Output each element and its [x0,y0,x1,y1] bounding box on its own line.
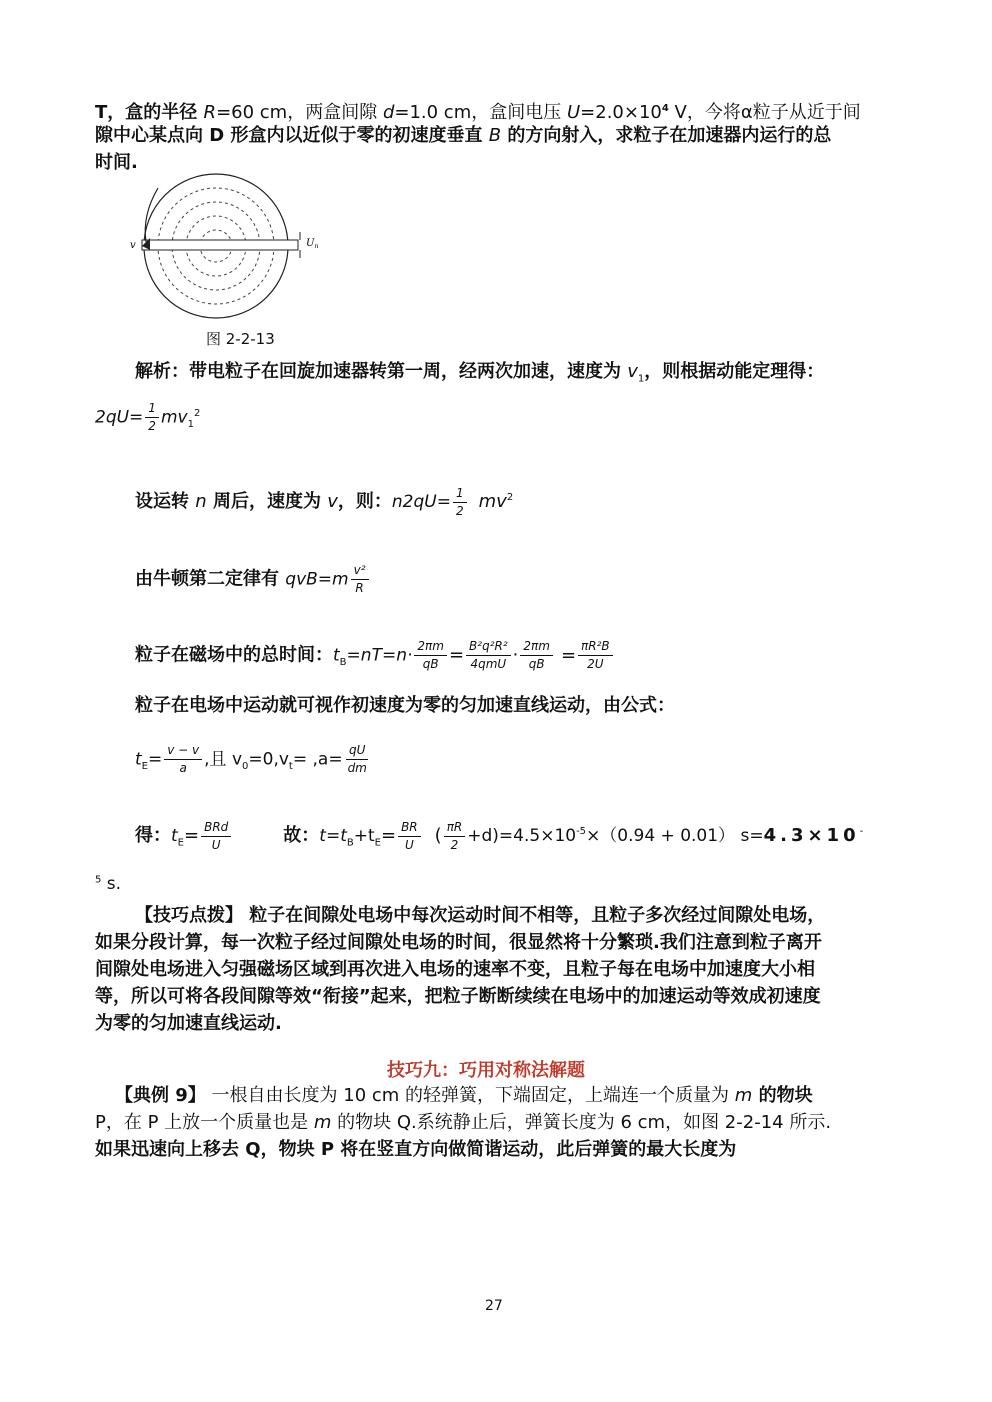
result-line: 得：$t_E=$ $\frac{\text{BRd}}{U}$ 故：$t=t_B+t_E=$ $\frac{BR}{U}$ ( $\frac{\pi R}{2}$ $+d)=4.5\times 10^{-5}\times(0.94 + 0.01)$ s=4.3×10- [135,819,864,852]
example-line-2: P，在 P 上放一个质量也是 m 的物块 Q.系统静止后，弹簧长度为 6 cm，如图 2-2-14 所示. [95,1112,832,1133]
problem-line-3: 时间. [95,152,138,173]
result-continuation: $^5$ s. [95,874,122,894]
tip-line-3: 间隙处电场进入匀强磁场区域到再次进入电场的速率不变，且粒子每在电场中加速度大小相 [95,959,815,980]
tip-line-2: 如果分段计算，每一次粒子经过间隙处电场的时间，很显然将十分繁琐.我们注意到粒子离开 [95,932,822,953]
page-number: 27 [485,1298,503,1314]
tip-line-5: 为零的匀加速直线运动. [95,1013,282,1034]
magnetic-time-line: 粒子在磁场中的总时间：$t_B=nT=n\cdot$ $\frac{2\pi m}{qB}$ = $\frac{\text{B²q²R²}}{\text{4qmU}}$ · $\frac{2\pi m}{qB}$ = $\frac{\text{πR²B}}{2U}$ [135,638,615,676]
example-line-1: 【典例 9】 一根自由长度为 10 cm 的轻弹簧，下端固定，上端连一个质量为 m 的物块 [115,1085,813,1106]
problem-line-1: T，盒的半径 R=60 cm，两盒间隙 d=1.0 cm，盒间电压 $U=2.0\times 10^4$ V，今将α粒子从近于间 [95,102,861,123]
tip-line-4: 等，所以可将各段间隙等效“衔接”起来，把粒子断断续续在电场中的加速运动等效成初速度 [95,986,821,1007]
electric-field-line: 粒子在电场中运动就可视作初速度为零的匀加速直线运动，由公式： [135,695,675,716]
label-U: $U_n$ [306,238,319,250]
equation-kinetic-energy: 2qU= $\frac{1}{2}$ $mv_1^2$ [95,401,201,433]
section-heading: 技巧九：巧用对称法解题 [387,1060,585,1081]
figure-caption: 图 2-2-13 [206,330,275,348]
n-turns-line: 设运转 n 周后，速度为 v，则：n2qU= $\frac{1}{2}$ $mv^2$ [135,485,514,518]
gap-band [142,240,298,250]
example-line-3: 如果迅速向上移去 Q，物块 P 将在竖直方向做简谐运动，此后弹簧的最大长度为 [95,1139,737,1160]
problem-line-2: 隙中心某点向 D 形盒内以近似于零的初速度垂直 B 的方向射入，求粒子在加速器内运行的总 [95,125,832,146]
equation-electric-time: $t_E=$ $\frac{v - v}{a}$ ,且 $v_0=0,v_t= ,a=$ $\frac{qU}{dm}$ [135,743,367,775]
tip-line-1: 【技巧点拨】 粒子在间隙处电场中每次运动时间不相等，且粒子多次经过间隙处电场， [135,905,826,926]
solution-intro: 解析：带电粒子在回旋加速器转第一周，经两次加速，速度为 $v_1$，则根据动能定理得： [135,361,825,385]
newton-line: 由牛顿第二定律有 qvB=m $\frac{\text{v²}}{R}$ [135,562,371,597]
label-v: v [130,240,136,251]
cyclotron-figure [128,170,328,330]
